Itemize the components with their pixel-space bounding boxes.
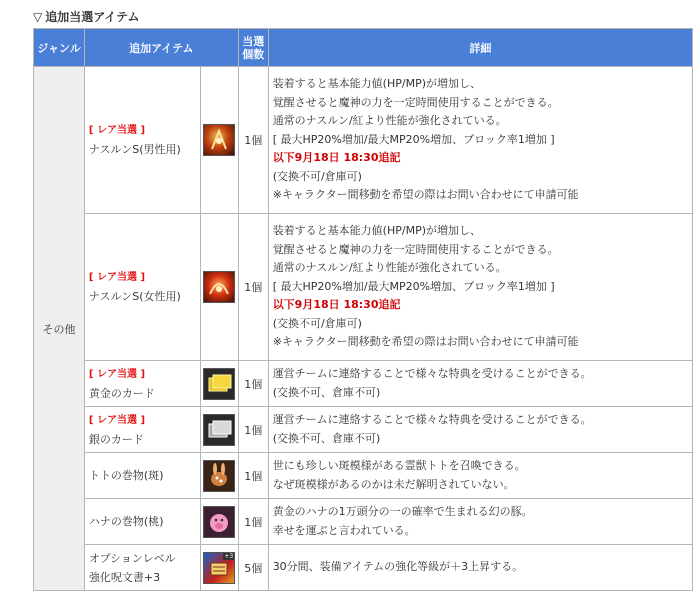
header-count: 当選 個数 (238, 29, 268, 67)
table-row (34, 214, 693, 361)
item-detail: 30分間、装備アイテムの強化等級が＋3上昇する。 (268, 545, 692, 591)
item-count: 1個 (238, 453, 268, 499)
item-detail: 運営チームに連絡することで様々な特典を受けることができる。 (交換不可、倉庫不可) (268, 361, 692, 407)
item-detail: 黄金のハナの1万頭分の一の確率で生まれる幻の豚。 幸せを運ぶと言われている。 (268, 499, 692, 545)
table-row (34, 545, 693, 591)
table-row (34, 67, 693, 214)
item-name-cell (84, 214, 200, 361)
item-name-cell (84, 499, 200, 545)
item-name-cell (84, 361, 200, 407)
item-name: トトの巻物(斑) (88, 469, 164, 482)
header-genre: ジャンル (34, 29, 85, 67)
item-detail: 装着すると基本能力値(HP/MP)が増加し、 覚醒させると魔神の力を一定時間使用することができる。 通常のナスルン/紅より性能が強化されている。 [ 最大HP20%増加/最大MP20%増加、ブロック率1増加 ] 以下9月18日 18:30追記 (交換不可/倉庫可) ※キャラクター間移動を希望の際はお問い合わせにて申請可能 (268, 214, 692, 361)
item-name: ナスルンS(女性用) (88, 290, 181, 303)
rare-label: [ レア当選 ] (88, 125, 146, 136)
icon-badge: +3 (224, 552, 234, 560)
item-name-line2: 強化呪文書+3 (88, 570, 161, 584)
items-table (33, 28, 693, 591)
section-title-text: 追加当選アイテム (45, 10, 140, 24)
toto-scroll-icon (203, 460, 235, 492)
silver-card-icon (203, 414, 235, 446)
item-count: 1個 (238, 361, 268, 407)
item-detail: 装着すると基本能力値(HP/MP)が増加し、 覚醒させると魔神の力を一定時間使用することができる。 通常のナスルン/紅より性能が強化されている。 [ 最大HP20%増加/最大MP20%増加、ブロック率1増加 ] 以下9月18日 18:30追記 (交換不可/倉庫可) ※キャラクター間移動を希望の際はお問い合わせにて申請可能 (268, 67, 692, 214)
update-note: 以下9月18日 18:30追記 (272, 298, 401, 312)
genre-cell: その他 (34, 67, 85, 591)
section-title (33, 8, 140, 25)
rare-label: [ レア当選 ] (88, 368, 146, 380)
item-count: 1個 (238, 214, 268, 361)
item-name: 銀のカード (88, 432, 144, 446)
item-name: オプションレベル (88, 551, 176, 565)
table-row (34, 407, 693, 453)
item-name: ナスルンS(男性用) (88, 143, 181, 156)
item-name-cell (84, 407, 200, 453)
header-detail: 詳細 (268, 29, 692, 67)
enhance-scroll-icon (203, 552, 235, 584)
item-name-cell (84, 545, 200, 591)
item-count: 1個 (238, 499, 268, 545)
rare-label: [ レア当選 ] (88, 414, 146, 426)
item-name-cell (84, 67, 200, 214)
item-detail: 運営チームに連絡することで様々な特典を受けることができる。 (交換不可、倉庫不可) (268, 407, 692, 453)
header-item: 追加アイテム (84, 29, 238, 67)
header-row (34, 29, 693, 67)
item-name: 黄金のカード (88, 386, 155, 400)
item-count: 1個 (238, 67, 268, 214)
item-detail: 世にも珍しい斑模様がある霊獣トトを召喚できる。 なぜ斑模様があるのかは未だ解明されていない。 (268, 453, 692, 499)
table-row (34, 361, 693, 407)
update-note: 以下9月18日 18:30追記 (272, 151, 401, 165)
hana-scroll-icon (203, 506, 235, 538)
item-count: 1個 (238, 407, 268, 453)
item-count: 5個 (238, 545, 268, 591)
table-row (34, 499, 693, 545)
nasrun-male-icon (203, 124, 235, 156)
triangle-down-icon: ▽ (33, 10, 43, 24)
item-name: ハナの巻物(桃) (88, 515, 164, 528)
gold-card-icon (203, 368, 235, 400)
rare-label: [ レア当選 ] (88, 272, 146, 283)
item-name-cell (84, 453, 200, 499)
table-row (34, 453, 693, 499)
nasrun-female-icon (203, 271, 235, 303)
